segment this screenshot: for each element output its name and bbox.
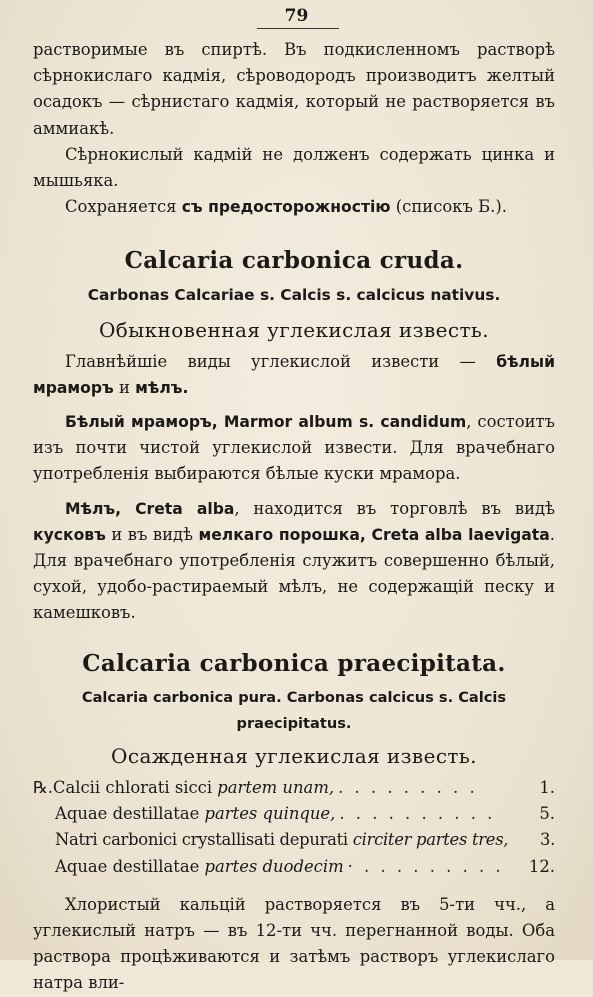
recipe-quantity: 12. <box>528 856 555 876</box>
intro-paragraph-3 <box>33 194 555 220</box>
bold-text: мѣлъ. <box>135 378 189 397</box>
recipe-quantity: 1. <box>539 778 555 798</box>
page-content <box>33 37 555 997</box>
bold-text: бѣлый мраморъ <box>33 352 555 397</box>
text-span: , находится въ торговлѣ въ видѣ <box>234 498 555 518</box>
dot-leader: . . . . . . . . . <box>338 778 478 798</box>
recipe-dose: partem unam, <box>217 778 335 798</box>
intro-paragraph-2: Сѣрнокислый кадмій не долженъ содержать цинка и мышьяка. <box>33 144 555 191</box>
text-span: (списокъ Б.). <box>390 197 507 217</box>
recipe-line <box>33 827 555 853</box>
recipe-ingredient: Aquae destillatae <box>55 856 205 876</box>
recipe-symbol: ℞. <box>33 778 53 798</box>
section-1-russian-name: Обыкновенная углекислая известь. <box>99 317 489 342</box>
bold-text: Мѣлъ, Creta alba <box>65 499 235 518</box>
bold-text: мелкаго порошка, Creta alba laevigata <box>198 525 550 544</box>
section-2-russian-name: Осажденная углекислая известь. <box>111 744 477 769</box>
page-number: 79 <box>284 6 309 26</box>
recipe-dose: partes duodecim <box>204 856 344 876</box>
recipe-line <box>33 854 555 880</box>
recipe-dose: partes quinque, <box>204 804 336 824</box>
bold-text: кусковъ <box>33 525 106 544</box>
text-span: Главнѣйшіе виды углекислой извести — <box>65 351 497 371</box>
recipe-quantity: 3. <box>539 830 555 850</box>
recipe-ingredient: Calcii chlorati sicci <box>52 778 218 798</box>
recipe-ingredient: Natri carbonici crystallisati depurati <box>55 830 353 850</box>
header-rule <box>257 28 339 29</box>
text-span: . Для врачебнаго употребленія служитъ совершенно бѣлый, сухой, удобо-растираемый мѣлъ, не содержащій песку и камешковъ. <box>33 524 555 623</box>
dot-leader: . . . . . . . . . . <box>339 804 496 824</box>
recipe-ingredient: Aquae destillatae <box>55 804 205 824</box>
recipe-dose: circiter partes tres, <box>352 830 509 850</box>
section-1-paragraph-1 <box>33 349 555 401</box>
recipe-line <box>33 775 555 801</box>
section-2-synonyms: Calcaria carbonica pura. Carbonas calcicus s. Calcis praecipitatus. <box>81 688 507 732</box>
recipe-quantity: 5. <box>539 804 555 824</box>
section-1-synonyms: Carbonas Calcariae s. Calcis s. calcicus nativus. <box>87 286 501 305</box>
recipe-list <box>33 775 555 880</box>
recipe-line <box>33 801 555 827</box>
bold-text: съ предосторожностію <box>181 198 391 217</box>
intro-paragraph-1: растворимые въ спиртѣ. Въ подкисленномъ растворѣ сѣрнокислаго кадмія, сѣроводородъ производитъ желтый осадокъ — сѣрнистаго кадмія, который не растворяется въ аммиакѣ. <box>33 40 555 138</box>
section-1-paragraph-2 <box>33 409 555 488</box>
section-2-title: Calcaria carbonica praecipitata. <box>82 649 506 677</box>
section-1-title: Calcaria carbonica cruda. <box>124 247 464 275</box>
text-span: , состоитъ изъ почти чистой углекислой извести. Для врачебнаго употребленія выбираются бѣлые куски мрамора. <box>33 412 555 484</box>
text-span: Сохраняется <box>65 197 182 217</box>
bold-text: Бѣлый мраморъ, Marmor album s. candidum <box>65 413 467 432</box>
section-1-paragraph-3 <box>33 496 555 627</box>
section-2-paragraph-1: Хлористый кальцій растворяется въ 5-ти чч., а углекислый натръ — въ 12-ти чч. перегнанной воды. Оба раствора процѣживаются и затѣмъ растворъ углекислаго натра вли- <box>33 894 555 993</box>
text-span: и въ видѣ <box>105 524 199 544</box>
dot-leader: · . . . . . . . . . <box>347 856 504 876</box>
text-span: и <box>113 377 136 397</box>
